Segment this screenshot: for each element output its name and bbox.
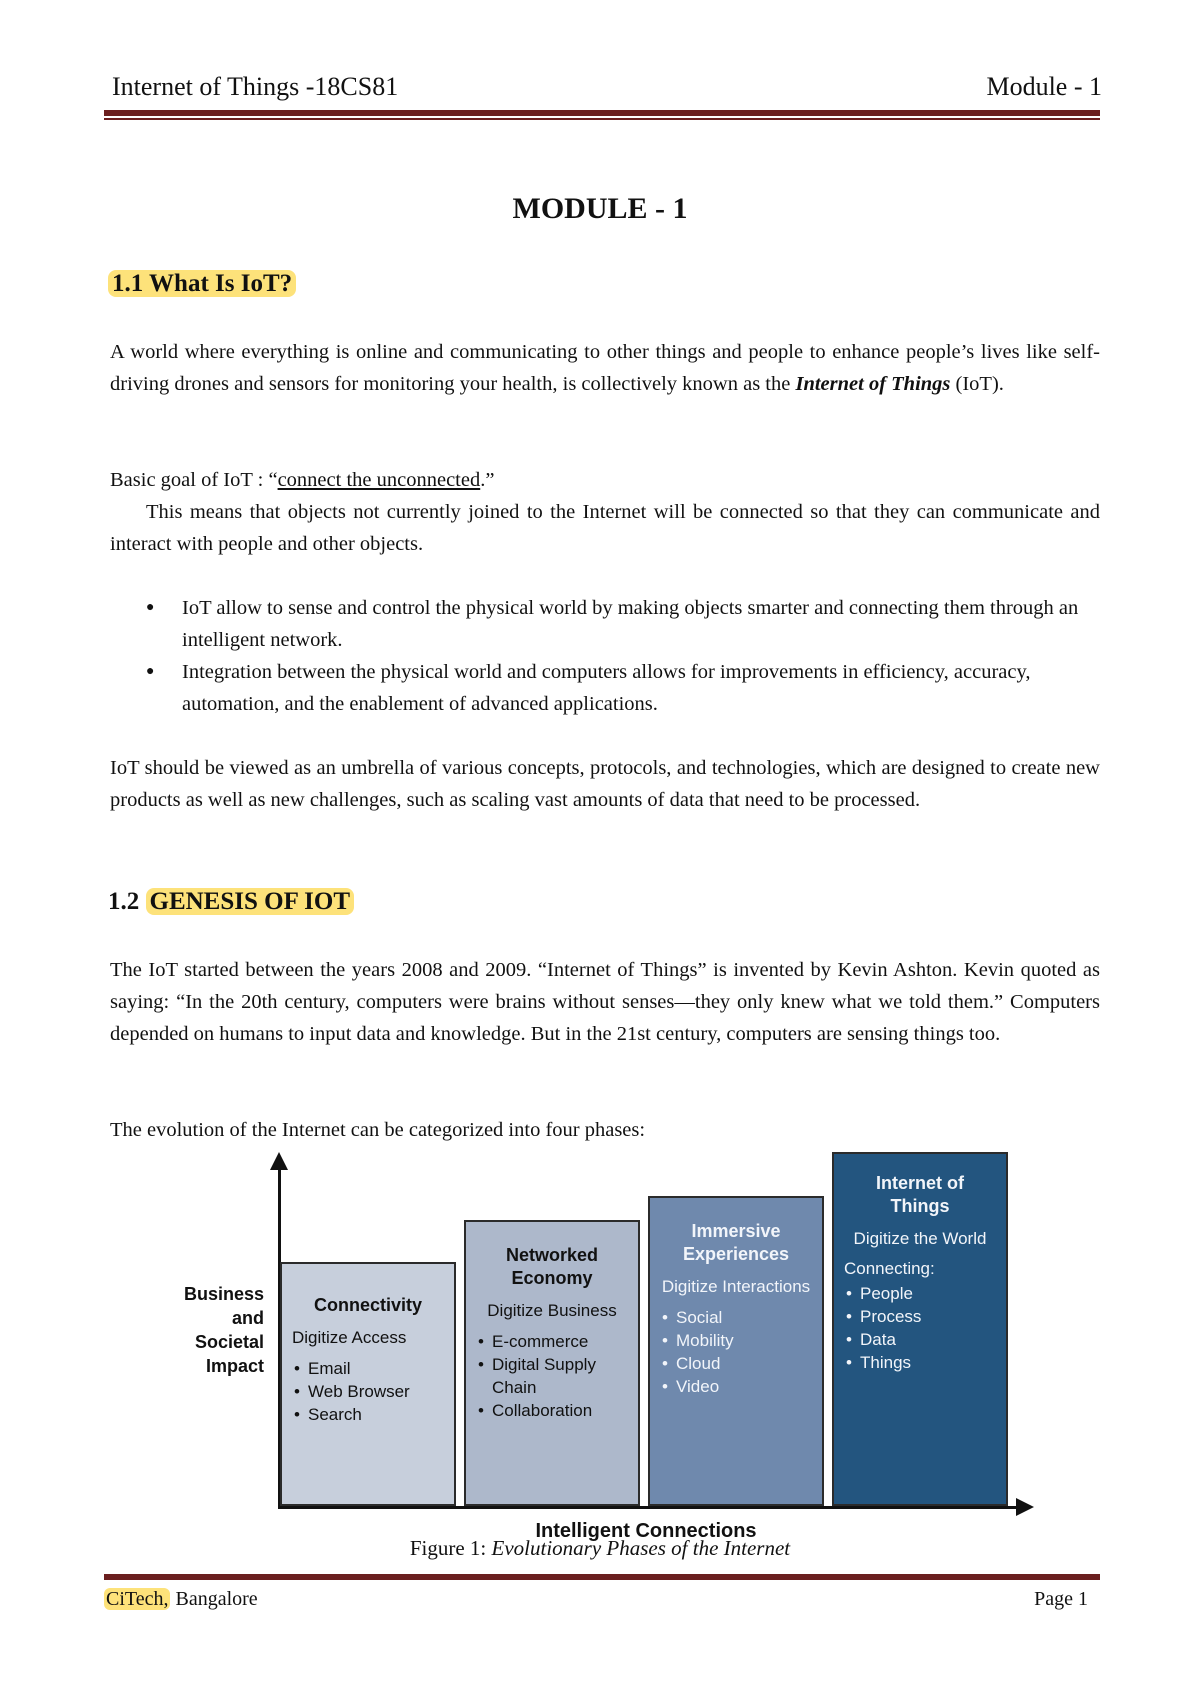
goal-quote: connect the unconnected [277, 469, 481, 491]
paragraph-genesis: The IoT started between the years 2008 and 2009. “Internet of Things” is invented by Kevin Ashton. Kevin quoted as saying: “In the 20th century, computers were brains without senses—they only knew what we told them.” Computers depended on humans to input data and knowledge. But in the 21st century, computers are sensing things too. [110, 959, 1100, 1045]
phase-action: Digitize Business [487, 1301, 617, 1320]
phase-item: • Mobility [660, 1329, 812, 1352]
paragraph-iot-definition: A world where everything is online and communicating to other things and people to enhance people’s lives like self-driving drones and sensors for monitoring your health, is collectively known as the Internet of Things (IoT). [110, 341, 1100, 395]
section-heading-genesis: 1.2 GENESIS OF IOT [108, 888, 354, 916]
phase-connectivity [280, 1262, 456, 1506]
phase-item: • Search [292, 1403, 444, 1426]
phase-item: • Digital Supply Chain [476, 1353, 628, 1399]
paragraph-umbrella: IoT should be viewed as an umbrella of various concepts, protocols, and technologies, which are designed to create new products as well as new challenges, such as scaling vast amounts of data that need to be processed. [110, 757, 1100, 811]
section-heading-what-is-iot: 1.1 What Is IoT? [108, 270, 296, 298]
phase-title: Immersive Experiences [682, 1221, 790, 1264]
phase-title: Internet of Things [876, 1173, 964, 1216]
figure-caption: Figure 1: Evolutionary Phases of the Internet [409, 1536, 791, 1560]
x-axis-label: Intelligent Connections [535, 1520, 757, 1542]
phase-internet-of-things [832, 1152, 1008, 1506]
page-number: Page 1 [1034, 1588, 1088, 1610]
term-internet-of-things: Internet of Things [795, 373, 951, 395]
phase-item: • Data [844, 1328, 996, 1351]
phase-item: • Web Browser [292, 1380, 444, 1403]
phase-item: • Email [292, 1357, 444, 1380]
header-rule [104, 110, 1100, 116]
phase-subtitle: Connecting: [844, 1259, 935, 1278]
x-axis-arrow [1016, 1498, 1034, 1516]
phase-item: • Video [660, 1375, 812, 1398]
header-course: Internet of Things -18CS81 [112, 72, 399, 101]
bullet-list [110, 592, 1100, 720]
phase-immersive-experiences [648, 1196, 824, 1506]
phase-action: Digitize Access [292, 1328, 407, 1347]
footer-institution: CiTech, Bangalore [106, 1588, 258, 1610]
y-axis-label: Business and Societal Impact [183, 1284, 264, 1376]
paragraph-goal-explanation: This means that objects not currently joined to the Internet will be connected so that they can communicate and interact with people and other objects. [110, 501, 1100, 555]
x-axis [278, 1506, 1018, 1509]
phase-item: • Cloud [660, 1352, 812, 1375]
list-item: ● IoT allow to sense and control the physical world by making objects smarter and connecting them through an intelligent network. [110, 592, 1100, 656]
phase-item: • Things [844, 1351, 996, 1374]
phase-networked-economy [464, 1220, 640, 1506]
footer-rule [104, 1574, 1100, 1580]
figure-evolution-phases [160, 1140, 1040, 1540]
paragraph-basic-goal: Basic goal of IoT : “connect the unconnected.” [110, 469, 495, 491]
paragraph-evolution-intro: The evolution of the Internet can be categorized into four phases: [110, 1119, 646, 1141]
phase-item: • People [844, 1282, 996, 1305]
page-title: MODULE - 1 [512, 192, 688, 225]
list-item: ● Integration between the physical world and computers allows for improvements in efficiency, accuracy, automation, and the enablement of advanced applications. [110, 656, 1100, 720]
phase-action: Digitize the World [853, 1229, 987, 1248]
phase-action: Digitize Interactions [661, 1277, 811, 1296]
phase-item: • Collaboration [476, 1399, 628, 1422]
phase-item: • Social [660, 1306, 812, 1329]
page-header [112, 72, 1102, 112]
header-rule-thin [104, 118, 1100, 120]
phase-title: Networked Economy [505, 1245, 599, 1288]
phase-item: • Process [844, 1305, 996, 1328]
phase-title: Connectivity [313, 1295, 423, 1315]
phase-item: • E-commerce [476, 1330, 628, 1353]
header-module: Module - 1 [986, 72, 1102, 101]
